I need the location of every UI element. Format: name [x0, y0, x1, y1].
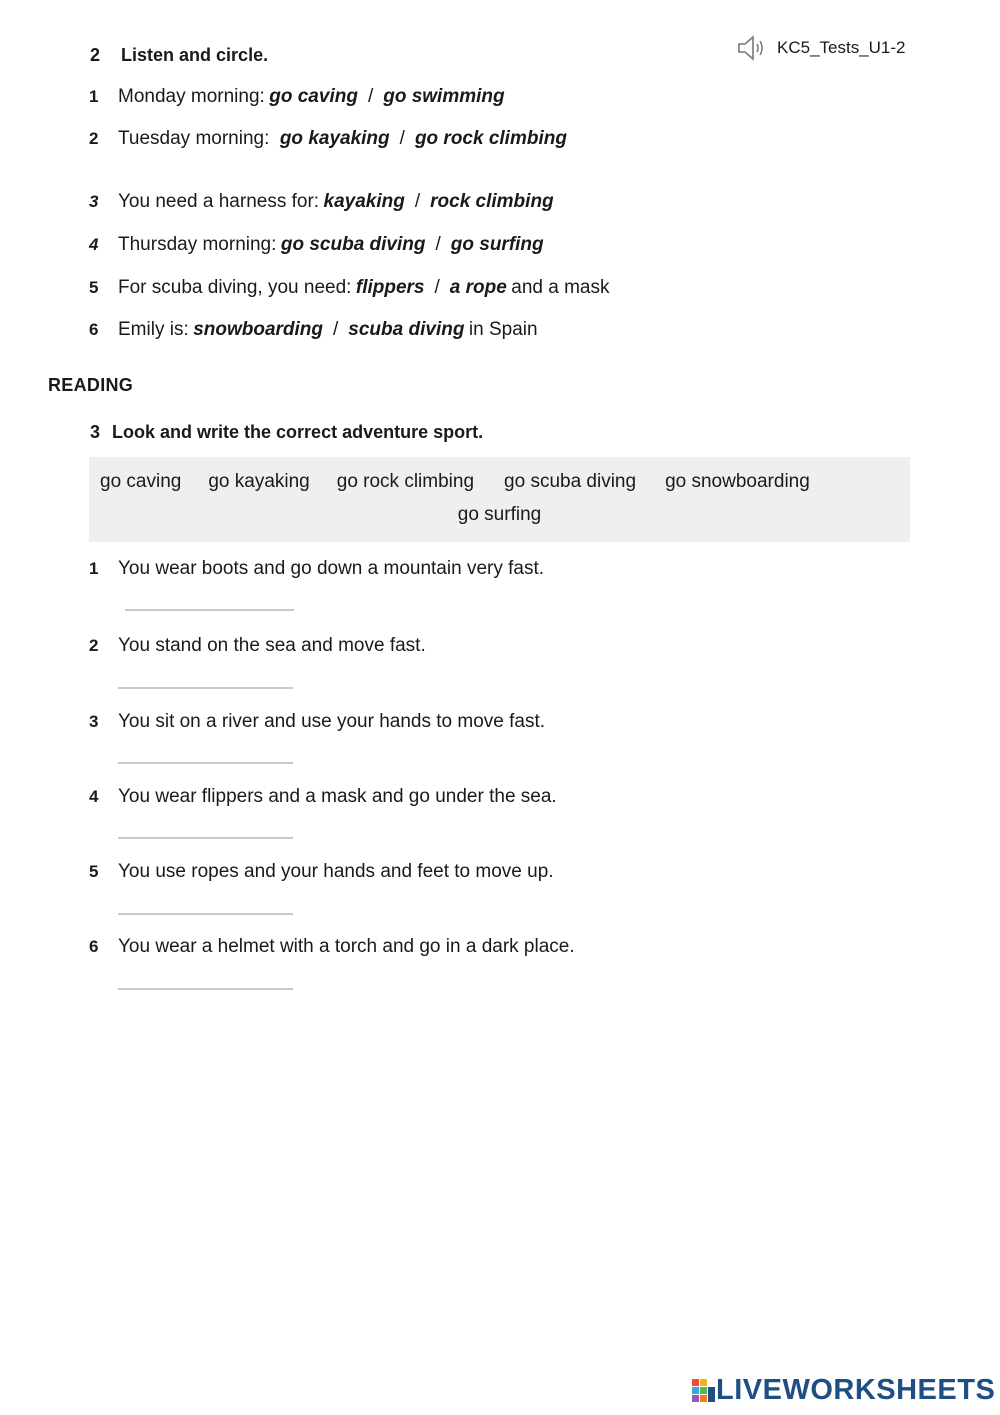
item-suffix: and a mask — [511, 277, 610, 298]
item-number: 3 — [89, 712, 99, 731]
listen-section-number: 2 — [90, 45, 101, 65]
option-separator: / — [367, 86, 374, 107]
item-prefix: Emily is: — [118, 319, 189, 340]
word-bank-item: go caving — [100, 471, 182, 492]
option-separator: / — [434, 277, 440, 298]
item-number: 5 — [89, 278, 99, 297]
answer-line[interactable] — [118, 762, 293, 764]
audio-player[interactable] — [737, 35, 906, 61]
answer-line[interactable] — [125, 609, 294, 611]
item-number: 2 — [89, 129, 99, 148]
item-number: 6 — [89, 320, 99, 339]
item-prefix: For scuba diving, you need: — [118, 277, 352, 298]
word-bank-item: go kayaking — [208, 471, 310, 492]
item-number: 5 — [89, 862, 99, 881]
item-suffix: in Spain — [468, 319, 538, 340]
option-a[interactable]: go caving — [269, 86, 358, 107]
item-text: You wear boots and go down a mountain very fast. — [118, 558, 545, 579]
option-b[interactable]: go surfing — [450, 234, 544, 255]
reading-item — [89, 635, 426, 657]
speaker-icon[interactable] — [737, 35, 767, 61]
option-a[interactable]: flippers — [355, 277, 425, 298]
liveworksheets-logo[interactable] — [692, 1374, 995, 1407]
option-a[interactable]: go scuba diving — [280, 234, 426, 255]
reading-item — [89, 786, 557, 808]
option-a[interactable]: snowboarding — [193, 319, 324, 340]
listen-item — [89, 234, 544, 256]
item-number: 2 — [89, 636, 99, 655]
brand-name: LIVEWORKSHEETS — [716, 1374, 996, 1406]
listen-item — [89, 277, 610, 299]
word-bank-item: go rock climbing — [336, 471, 475, 492]
reading-section-number: 3 — [90, 422, 101, 442]
answer-line[interactable] — [118, 687, 293, 689]
item-prefix: Monday morning: — [118, 86, 265, 107]
reading-section-heading — [90, 422, 483, 443]
option-separator: / — [435, 234, 441, 255]
listen-section-title: Listen and circle. — [121, 45, 269, 65]
option-separator: / — [399, 128, 405, 149]
answer-line[interactable] — [118, 913, 293, 915]
item-number: 4 — [89, 787, 99, 806]
word-bank-item: go surfing — [457, 504, 542, 525]
item-text: You sit on a river and use your hands to move fast. — [118, 711, 546, 732]
reading-item — [89, 711, 545, 733]
item-number: 4 — [89, 235, 99, 254]
item-text: You stand on the sea and move fast. — [118, 635, 426, 656]
reading-item — [89, 936, 575, 958]
option-separator: / — [414, 191, 421, 212]
listen-item — [89, 319, 538, 341]
option-b[interactable]: go swimming — [383, 86, 505, 107]
reading-item — [89, 558, 544, 580]
listen-item — [89, 86, 505, 108]
option-a[interactable]: kayaking — [323, 191, 405, 212]
option-a[interactable]: go kayaking — [279, 128, 390, 149]
option-b[interactable]: a rope — [449, 277, 507, 298]
listen-item — [89, 128, 567, 150]
option-b[interactable]: go rock climbing — [414, 128, 567, 149]
liveworksheets-logo-icon — [692, 1377, 716, 1405]
answer-line[interactable] — [118, 837, 293, 839]
item-number: 1 — [89, 559, 99, 578]
option-b[interactable]: rock climbing — [430, 191, 554, 212]
item-text: You wear a helmet with a torch and go in a dark place. — [118, 936, 575, 957]
word-bank-item: go snowboarding — [665, 471, 810, 492]
option-separator: / — [333, 319, 339, 340]
item-number: 1 — [89, 87, 99, 106]
word-bank — [89, 457, 910, 542]
listen-section-heading — [90, 45, 268, 66]
item-text: You use ropes and your hands and feet to move up. — [118, 861, 554, 882]
item-prefix: Thursday morning: — [118, 234, 277, 255]
listen-item — [89, 191, 554, 213]
option-b[interactable]: scuba diving — [348, 319, 465, 340]
answer-line[interactable] — [118, 988, 293, 990]
audio-label: KC5_Tests_U1-2 — [777, 38, 906, 57]
reading-item — [89, 861, 554, 883]
item-text: You wear flippers and a mask and go under the sea. — [118, 786, 557, 807]
item-prefix: Tuesday morning: — [118, 128, 270, 149]
reading-title: READING — [48, 375, 134, 395]
reading-section-title: Look and write the correct adventure sport. — [112, 422, 484, 442]
word-bank-item: go scuba diving — [504, 471, 637, 492]
item-prefix: You need a harness for: — [118, 191, 320, 212]
item-number: 6 — [89, 937, 99, 956]
item-number: 3 — [89, 192, 99, 211]
